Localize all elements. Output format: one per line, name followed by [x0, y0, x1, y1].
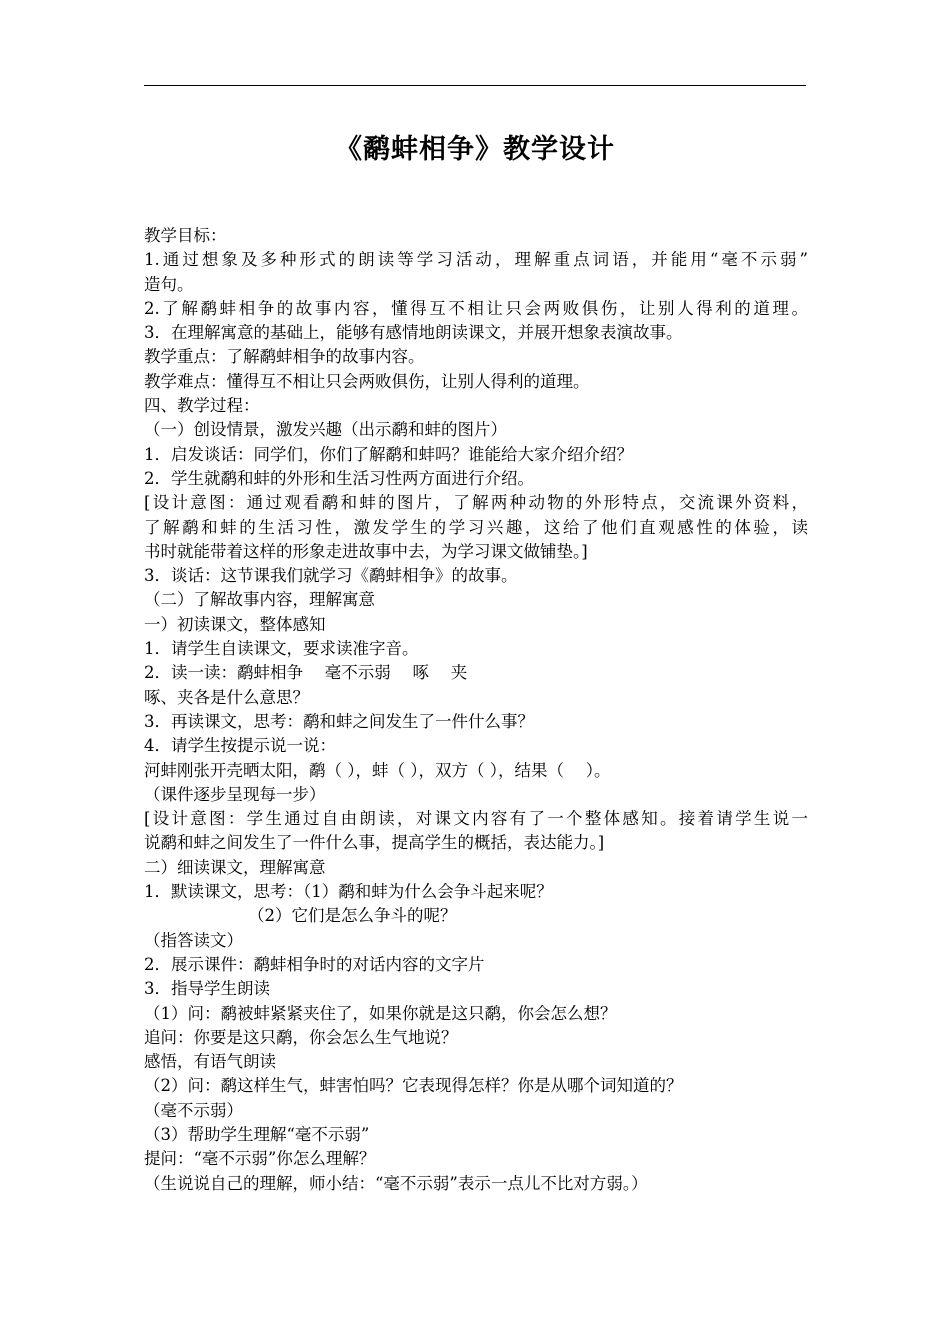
text-line: （2）问：鹬这样生气，蚌害怕吗？它表现得怎样？你是从哪个词知道的？	[144, 1076, 683, 1096]
text-line: （指答读文）	[144, 930, 243, 950]
design-intent-line: [设计意图：学生通过自由朗读，对课文内容有了一个整体感知。接着请学生说一	[144, 809, 808, 829]
section-heading: （二）了解故事内容，理解寓意	[144, 590, 375, 610]
text-line: 2．学生就鹬和蚌的外形和生活习性两方面进行介绍。	[144, 468, 534, 488]
text-line: 4．请学生按提示说一说：	[144, 736, 336, 756]
design-intent-line: 了解鹬和蚌的生活习性，激发学生的学习兴趣，这给了他们直观感性的体验，读	[144, 517, 808, 537]
text-line: （3）帮助学生理解“毫不示弱”	[144, 1124, 370, 1144]
design-intent-line: 说鹬和蚌之间发生了一件什么事，提高学生的概括，表达能力。]	[144, 833, 605, 853]
text-line: 感悟，有语气朗读	[144, 1052, 276, 1072]
text-line: （毫不示弱）	[144, 1100, 243, 1120]
document-title: 《鹬蚌相争》教学设计	[335, 134, 615, 165]
text-line: 1．默读课文，思考：（1）鹬和蚌为什么会争斗起来呢？	[144, 882, 553, 902]
section-heading: （一）创设情景，激发兴趣（出示鹬和蚌的图片）	[144, 420, 507, 440]
text-line: 3．指导学生朗读	[144, 979, 270, 999]
text-line: 教学难点：懂得互不相让只会两败俱伤，让别人得利的道理。	[144, 371, 590, 391]
section-heading: 一）初读课文，整体感知	[144, 614, 326, 634]
text-line: 3．谈话：这节课我们就学习《鹬蚌相争》的故事。	[144, 566, 518, 586]
text-line: 2．读一读：鹬蚌相争 毫不示弱 啄 夹	[144, 663, 468, 683]
text-line: 1.通过想象及多种形式的朗读等学习活动，理解重点词语，并能用“毫不示弱”	[144, 250, 808, 270]
text-line: 2．展示课件：鹬蚌相争时的对话内容的文字片	[144, 954, 485, 974]
document-body	[144, 224, 808, 1196]
text-line: 造句。	[144, 274, 194, 294]
text-line: 啄、夹各是什么意思？	[144, 687, 309, 707]
text-line: 2.了解鹬蚌相争的故事内容，懂得互不相让只会两败俱伤，让别人得利的道理。	[144, 298, 808, 318]
text-line: 追问：你要是这只鹬，你会怎么生气地说？	[144, 1027, 458, 1047]
text-line: （1）问：鹬被蚌紧紧夹住了，如果你就是这只鹬，你会怎么想？	[144, 1003, 617, 1023]
text-line: 3．在理解寓意的基础上，能够有感情地朗读课文，并展开想象表演故事。	[144, 323, 683, 343]
text-line: 1．启发谈话：同学们，你们了解鹬和蚌吗？谁能给大家介绍介绍？	[144, 444, 633, 464]
design-intent-line: 书时就能带着这样的形象走进故事中去，为学习课文做铺垫。]	[144, 541, 588, 561]
text-line: （生说说自己的理解，师小结：“毫不示弱”表示一点儿不比对方弱。）	[144, 1173, 648, 1193]
text-line: （课件逐步呈现每一步）	[144, 784, 326, 804]
header-rule	[144, 85, 806, 86]
section-heading: 四、教学过程：	[144, 396, 260, 416]
section-heading: 教学目标：	[144, 226, 227, 245]
text-line: 1．请学生自读课文，要求读准字音。	[144, 639, 419, 659]
section-heading: 二）细读课文，理解寓意	[144, 857, 326, 877]
text-line: 3．再读课文，思考：鹬和蚌之间发生了一件什么事？	[144, 711, 534, 731]
text-line: （2）它们是怎么争斗的呢？	[248, 906, 457, 926]
text-line: 河蚌刚张开壳晒太阳，鹬（ ），蚌（ ），双方（ ），结果（ ）。	[144, 760, 611, 780]
design-intent-line: [设计意图：通过观看鹬和蚌的图片，了解两种动物的外形特点，交流课外资料，	[144, 493, 808, 513]
text-line: 提问：“毫不示弱”你怎么理解？	[144, 1149, 376, 1169]
text-line: 教学重点：了解鹬蚌相争的故事内容。	[144, 347, 425, 367]
